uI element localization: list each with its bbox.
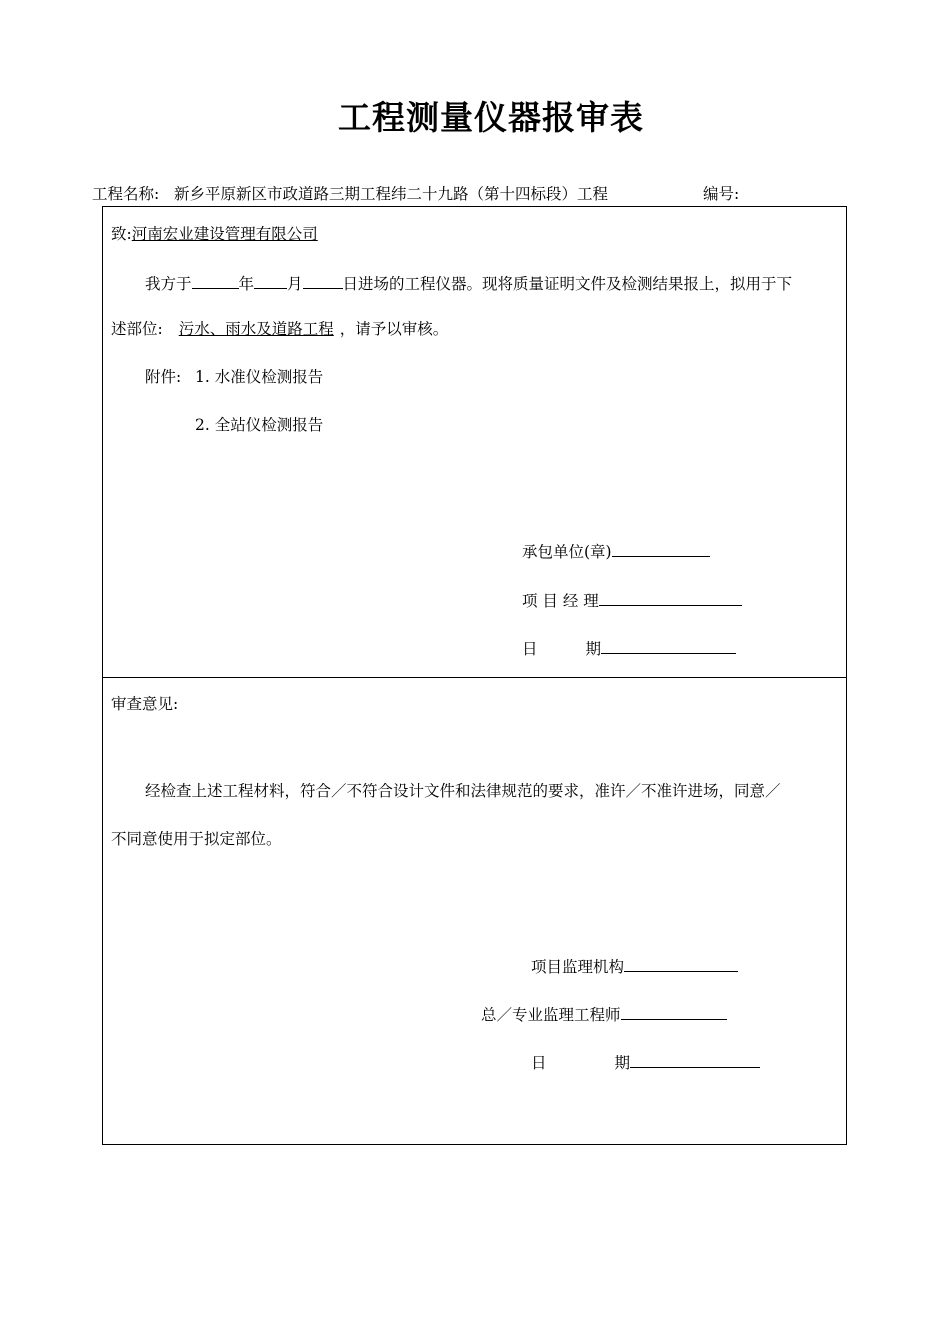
contractor-label: 承包单位(章): [522, 543, 612, 561]
manager-line: [522, 591, 742, 610]
date-line-1: [522, 639, 736, 658]
date-line-2: [531, 1053, 760, 1072]
location-value: 污水、雨水及道路工程: [178, 320, 334, 338]
to-label: 致:: [111, 225, 132, 243]
date-blank-1[interactable]: [601, 639, 736, 654]
year-label: 年: [238, 275, 255, 293]
contractor-line: [522, 542, 710, 561]
location-line: [111, 322, 448, 338]
project-name: 新乡平原新区市政道路三期工程纬二十九路（第十四标段）工程: [174, 185, 609, 203]
line1-prefix: 我方于: [145, 275, 192, 293]
manager-blank[interactable]: [599, 591, 742, 606]
opinion-line-1: 经检查上述工程材料，符合／不符合设计文件和法律规范的要求，准许／不准许进场，同意／: [145, 782, 781, 800]
engineer-blank[interactable]: [621, 1005, 727, 1020]
to-line: [111, 227, 318, 243]
month-label: 月: [287, 275, 303, 293]
opinion-line-2: 不同意使用于拟定部位。: [111, 830, 282, 848]
number-label: 编号:: [703, 185, 740, 203]
month-blank[interactable]: [254, 274, 287, 289]
line2-prefix: 述部位:: [111, 320, 163, 338]
form-table: [102, 206, 847, 1145]
date-label-period-2: 期: [614, 1054, 631, 1072]
engineer-label: 总／专业监理工程师: [481, 1006, 621, 1024]
entry-date-line: [145, 274, 792, 293]
supervision-blank[interactable]: [624, 957, 738, 972]
date-blank-2[interactable]: [630, 1053, 760, 1068]
manager-label: 项 目 经 理: [522, 592, 599, 610]
day-blank[interactable]: [303, 274, 343, 289]
attachment-1: 1. 水准仪检测报告: [195, 368, 324, 386]
review-label: 审查意见:: [111, 695, 179, 713]
supervision-label: 项目监理机构: [531, 958, 625, 976]
project-label: 工程名称:: [92, 185, 160, 203]
engineer-line: [481, 1005, 727, 1024]
date-label-day-2: 日: [531, 1054, 547, 1072]
line1-suffix: 日进场的工程仪器。现将质量证明文件及检测结果报上，拟用于下: [342, 275, 793, 293]
year-blank[interactable]: [192, 274, 239, 289]
attachment-2: 2. 全站仪检测报告: [195, 416, 324, 434]
contractor-blank[interactable]: [612, 542, 710, 557]
section-divider: [102, 677, 847, 678]
to-company: 河南宏业建设管理有限公司: [131, 225, 318, 243]
date-label-period: 期: [585, 640, 602, 658]
attach-label: 附件:: [145, 368, 182, 386]
page-title: 工程测量仪器报审表: [338, 98, 644, 137]
date-label-day: 日: [522, 640, 538, 658]
supervision-line: [531, 957, 738, 976]
line2-suffix: ，请予以审核。: [339, 320, 449, 338]
